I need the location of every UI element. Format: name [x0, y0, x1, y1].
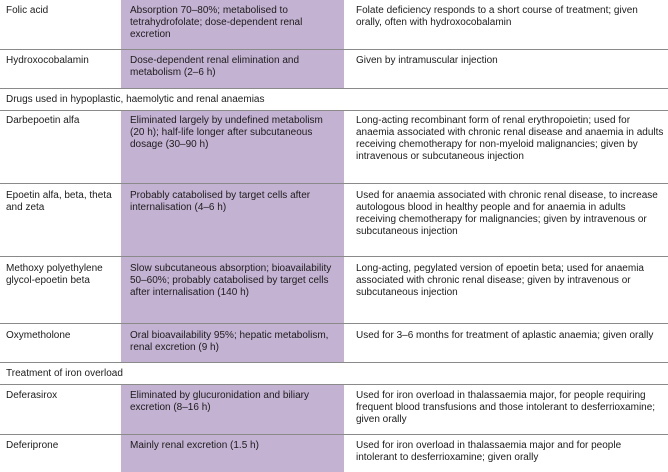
table-row: [0, 324, 668, 363]
section-header: [0, 363, 668, 385]
notes-cell: Long-acting, pegylated version of epoetin beta; used for anaemia associated with chronic renal disease; given by intravenous or subcutaneous injection: [356, 263, 644, 298]
drug-name: Oxymetholone: [6, 330, 71, 341]
table-row: [0, 435, 668, 472]
drug-name: Folic acid: [6, 5, 49, 16]
table-row: [0, 257, 668, 324]
drug-name: Methoxy polyethylene glycol-epoetin beta: [6, 263, 103, 286]
section-title: Drugs used in hypoplastic, haemolytic and renal anaemias: [6, 94, 265, 105]
notes-cell: Used for iron overload in thalassaemia major and for people intolerant to desferrioxamine; given orally: [356, 440, 622, 463]
pharmacokinetics-cell: Slow subcutaneous absorption; bioavailability 50–60%; probably catabolised by target cells after internalisation (140 h): [130, 263, 332, 298]
notes-cell: Folate deficiency responds to a short course of treatment; given orally, often with hydroxocobalamin: [356, 5, 638, 28]
table-row: [0, 0, 668, 50]
drug-name: Hydroxocobalamin: [6, 55, 89, 66]
table-row: [0, 111, 668, 184]
table-row: [0, 50, 668, 89]
table-row: [0, 184, 668, 257]
pharmacokinetics-cell: Oral bioavailability 95%; hepatic metabolism, renal excretion (9 h): [130, 330, 329, 353]
pharmacokinetics-cell: Eliminated by glucuronidation and biliary excretion (8–16 h): [130, 390, 309, 413]
drug-name: Epoetin alfa, beta, theta and zeta: [6, 190, 112, 213]
pharmacokinetics-cell: Absorption 70–80%; metabolised to tetrahydrofolate; dose-dependent renal excretion: [130, 5, 303, 40]
notes-cell: Used for anaemia associated with chronic renal disease, to increase autologous blood in healthy people and for anaemia in adults receiving chemotherapy for malignancies; given by intravenous or subcutaneous injection: [356, 190, 658, 237]
pharmacokinetics-cell: Probably catabolised by target cells after internalisation (4–6 h): [130, 190, 311, 213]
pharmacokinetics-cell: Mainly renal excretion (1.5 h): [130, 440, 259, 451]
section-title: Treatment of iron overload: [6, 368, 123, 379]
section-header: [0, 89, 668, 111]
notes-cell: Long-acting recombinant form of renal erythropoietin; used for anaemia associated with chronic renal disease and anaemia in adults receiving chemotherapy for non-myeloid malignancies; given by intravenous or subcutaneous injection: [356, 115, 664, 162]
drug-name: Darbepoetin alfa: [6, 115, 80, 126]
notes-cell: Used for iron overload in thalassaemia major, for people requiring frequent blood transfusions and those intolerant to desferrioxamine; given orally: [356, 390, 656, 425]
drug-name: Deferasirox: [6, 390, 58, 401]
notes-cell: Given by intramuscular injection: [356, 55, 498, 66]
pharmacokinetics-cell: Dose-dependent renal elimination and metabolism (2–6 h): [130, 55, 300, 78]
table-row: [0, 385, 668, 435]
pharmacokinetics-cell: Eliminated largely by undefined metabolism (20 h); half-life longer after subcutaneous dosage (30–90 h): [130, 115, 323, 150]
notes-cell: Used for 3–6 months for treatment of aplastic anaemia; given orally: [356, 330, 654, 341]
drug-name: Deferiprone: [6, 440, 59, 451]
